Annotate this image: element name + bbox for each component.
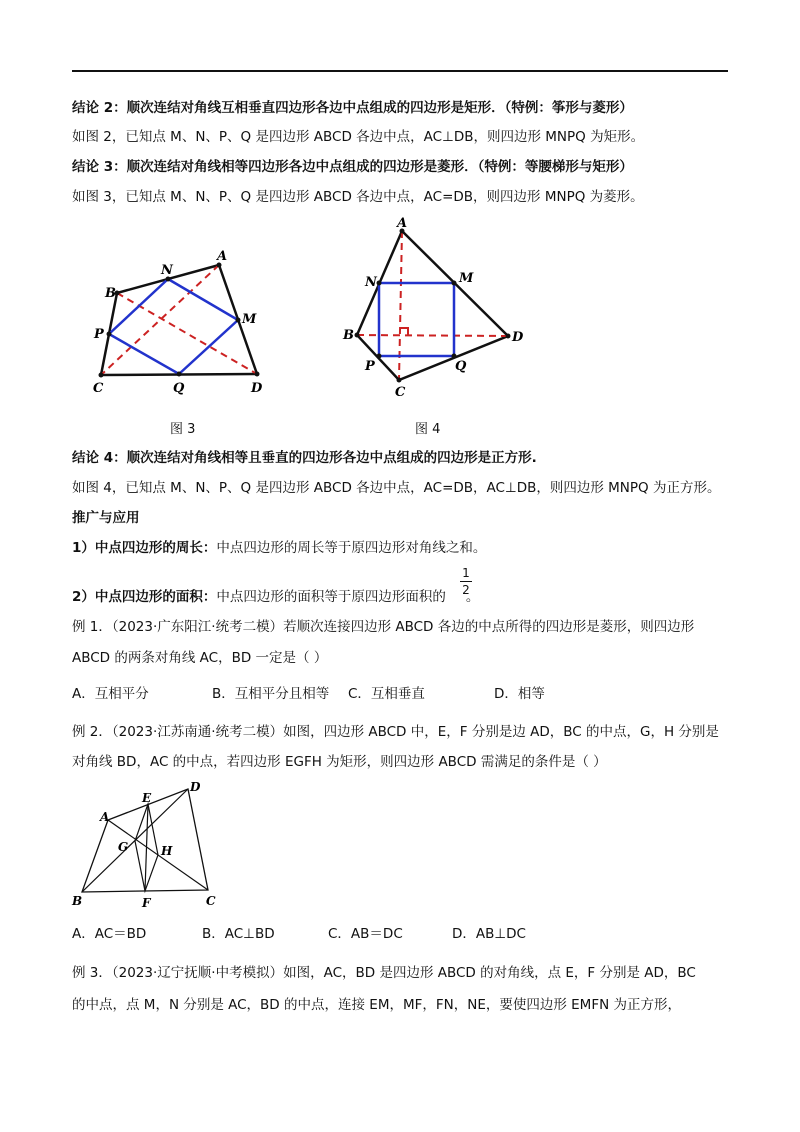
label-Q: Q xyxy=(455,359,467,374)
example1-option-a: A．互相平分 xyxy=(72,686,149,702)
conclusion2-title: 结论 2：顺次连结对角线互相垂直四边形各边中点组成的四边形是矩形．（特例：筝形与菱形） xyxy=(72,100,633,116)
figure4-caption: 图 4 xyxy=(415,422,441,437)
label-C: C xyxy=(206,894,216,908)
example2-option-d: D．AB⊥DC xyxy=(452,926,526,942)
top-rule xyxy=(72,70,728,72)
label-D: D xyxy=(251,381,263,396)
conclusion3-title: 结论 3：顺次连结对角线相等四边形各边中点组成的四边形是菱形．（特例：等腰梯形与矩形） xyxy=(72,159,633,175)
label-Q: Q xyxy=(173,381,185,396)
item2-end: 。 xyxy=(465,589,480,605)
label-A: A xyxy=(397,216,408,231)
fraction-denominator: 2 xyxy=(462,583,470,597)
label-E: E xyxy=(142,791,152,805)
fraction-numerator: 1 xyxy=(462,566,470,580)
label-B: B xyxy=(105,286,116,301)
conclusion2-body: 如图 2，已知点 M、N、P、Q 是四边形 ABCD 各边中点，AC⊥DB，则四边形 MNPQ 为矩形。 xyxy=(72,129,645,145)
label-M: M xyxy=(459,271,474,286)
generalization-heading: 推广与应用 xyxy=(72,510,140,526)
conclusion4-title: 结论 4：顺次连结对角线相等且垂直的四边形各边中点组成的四边形是正方形. xyxy=(72,450,537,466)
label-C: C xyxy=(93,381,104,396)
example1-option-b: B．互相平分且相等 xyxy=(212,686,330,702)
item2-text: 中点四边形的面积等于原四边形面积的 xyxy=(216,589,446,605)
example1-option-d: D．相等 xyxy=(494,686,545,702)
label-M: M xyxy=(242,312,257,327)
label-F: F xyxy=(142,896,151,910)
conclusion3-body: 如图 3，已知点 M、N、P、Q 是四边形 ABCD 各边中点，AC=DB，则四边形 MNPQ 为菱形。 xyxy=(72,189,644,205)
label-B: B xyxy=(343,328,354,343)
item2-label: 2）中点四边形的面积： xyxy=(72,589,217,605)
figure3-caption: 图 3 xyxy=(170,422,196,437)
generalization-item1 xyxy=(72,538,486,558)
example2-option-c: C．AB＝DC xyxy=(328,926,403,942)
label-G: G xyxy=(118,840,129,854)
example2-option-a: A．AC＝BD xyxy=(72,926,147,942)
figure4-diagram xyxy=(335,215,535,400)
label-A: A xyxy=(217,249,228,264)
generalization-item2 xyxy=(72,587,479,607)
label-D: D xyxy=(190,780,201,794)
example1-line1: 例 1．（2023·广东阳江·统考二模）若顺次连接四边形 ABCD 各边的中点所得的四边形是菱形，则四边形 xyxy=(72,619,695,635)
example2-option-b: B．AC⊥BD xyxy=(202,926,275,942)
label-A: A xyxy=(100,810,110,824)
example1-option-c: C．互相垂直 xyxy=(348,686,425,702)
label-D: D xyxy=(512,330,524,345)
item1-label: 1）中点四边形的周长： xyxy=(72,540,217,556)
example2-line2: 对角线 BD，AC 的中点，若四边形 EGFH 为矩形，则四边形 ABCD 需满足的条件是（ ） xyxy=(72,754,607,770)
fraction-one-half xyxy=(460,566,472,597)
example2-diagram xyxy=(68,775,228,910)
conclusion4-body: 如图 4，已知点 M、N、P、Q 是四边形 ABCD 各边中点，AC=DB，AC⊥DB，则四边形 MNPQ 为正方形。 xyxy=(72,480,721,496)
example2-line1: 例 2．（2023·江苏南通·统考二模）如图，四边形 ABCD 中，E，F 分别是边 AD，BC 的中点，G，H 分别是 xyxy=(72,724,719,740)
label-P: P xyxy=(94,327,104,342)
label-B: B xyxy=(72,894,83,908)
figure3-diagram xyxy=(85,240,285,400)
label-N: N xyxy=(161,263,173,278)
label-C: C xyxy=(395,385,406,400)
label-N: N xyxy=(365,275,377,290)
label-H: H xyxy=(161,844,173,858)
example3-line1: 例 3．（2023·辽宁抚顺·中考模拟）如图，AC，BD 是四边形 ABCD 的对角线，点 E，F 分别是 AD，BC xyxy=(72,965,696,981)
example3-line2: 的中点，点 M，N 分别是 AC，BD 的中点，连接 EM，MF，FN，NE，要使四边形 EMFN 为正方形， xyxy=(72,997,681,1013)
example1-line2: ABCD 的两条对角线 AC，BD 一定是（ ） xyxy=(72,650,328,666)
item1-text: 中点四边形的周长等于原四边形对角线之和。 xyxy=(216,540,487,556)
label-P: P xyxy=(365,359,375,374)
